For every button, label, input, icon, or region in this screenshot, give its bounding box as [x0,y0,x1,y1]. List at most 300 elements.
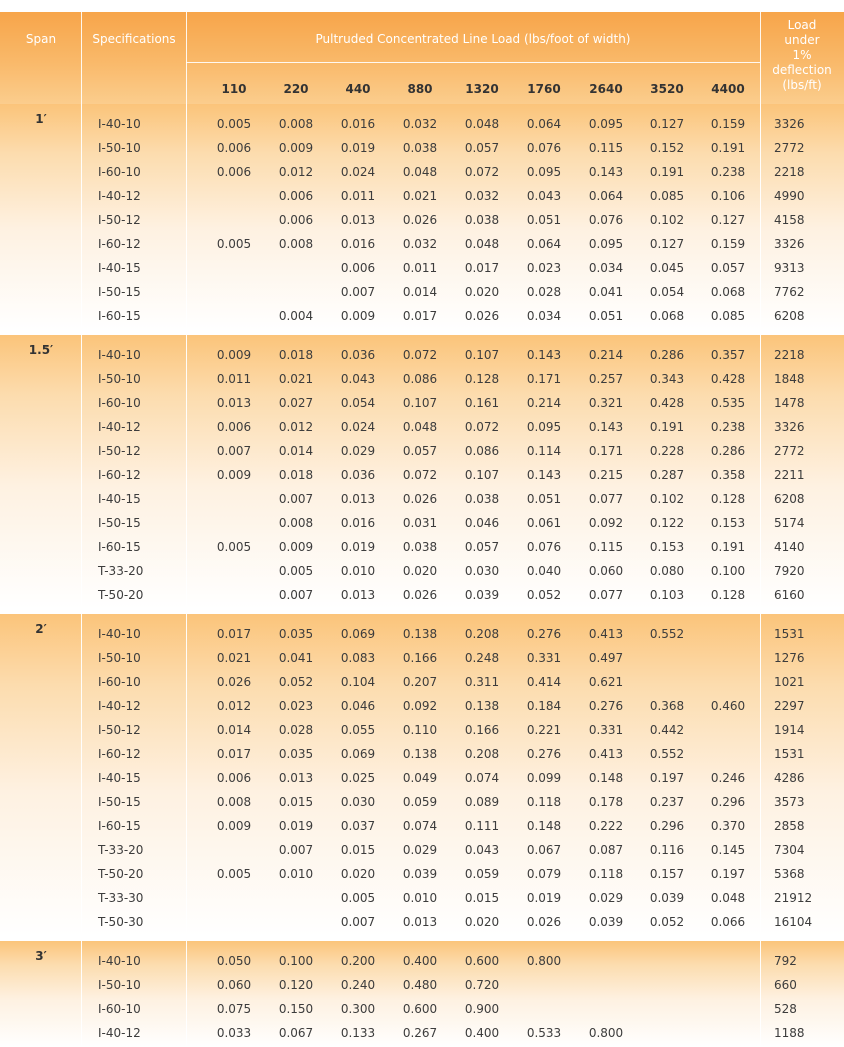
deflection-value-cell: 0.057 [464,141,500,155]
deflection-value-cell: 0.215 [588,468,624,482]
load-capacity-cell: 2772 [774,141,805,155]
deflection-value-cell: 0.035 [278,627,314,641]
deflection-value-cell: 0.085 [649,189,685,203]
deflection-value-cell: 0.228 [649,444,685,458]
deflection-value-cell [204,256,264,280]
deflection-value-cell: 0.286 [649,348,685,362]
deflection-value-cell: 0.052 [649,915,685,929]
deflection-value-cell [637,670,697,694]
load-capacity-cell: 16104 [774,915,813,929]
spec-cell: T-33-30 [98,891,144,905]
deflection-value-cell: 0.535 [710,396,746,410]
deflection-value-cell: 0.023 [526,261,562,275]
load-capacity-cell: 1478 [774,396,805,410]
table-row [0,463,844,487]
deflection-value-cell: 0.052 [278,675,314,689]
load-capacity-cell: 3326 [774,420,805,434]
deflection-value-cell: 0.006 [340,261,376,275]
span-group [0,614,844,936]
deflection-value-cell: 0.214 [526,396,562,410]
deflection-value-cell: 0.015 [340,843,376,857]
deflection-value-cell: 0.086 [464,444,500,458]
deflection-value-cell: 0.143 [588,165,624,179]
table-row [0,232,844,256]
deflection-value-cell: 0.072 [402,348,438,362]
deflection-value-cell: 0.087 [588,843,624,857]
deflection-value-cell: 0.331 [588,723,624,737]
deflection-value-cell: 0.800 [588,1026,624,1040]
deflection-value-cell: 0.153 [649,540,685,554]
load-column-header: 3520 [650,82,684,96]
deflection-value-cell [514,997,574,1021]
deflection-value-cell: 0.552 [649,747,685,761]
deflection-value-cell: 0.428 [649,396,685,410]
deflection-value-cell: 0.276 [526,627,562,641]
deflection-value-cell [204,511,264,535]
load-capacity-cell: 2211 [774,468,805,482]
span-label: 1′ [35,112,47,126]
deflection-value-cell: 0.166 [464,723,500,737]
deflection-value-cell [266,280,326,304]
deflection-value-cell: 0.200 [340,954,376,968]
deflection-value-cell: 0.191 [649,420,685,434]
load-capacity-cell: 792 [774,954,797,968]
deflection-value-cell: 0.099 [526,771,562,785]
table-row [0,535,844,559]
deflection-value-cell: 0.237 [649,795,685,809]
deflection-value-cell: 0.128 [710,492,746,506]
deflection-value-cell: 0.150 [278,1002,314,1016]
deflection-value-cell: 0.032 [402,237,438,251]
deflection-value-cell: 0.017 [216,747,252,761]
load-capacity-cell: 528 [774,1002,797,1016]
table-row [0,136,844,160]
deflection-value-cell: 0.079 [526,867,562,881]
deflection-value-cell: 0.191 [710,540,746,554]
deflection-value-cell [698,622,758,646]
spec-cell: I-40-12 [98,189,141,203]
deflection-value-cell: 0.064 [526,237,562,251]
deflection-value-cell [576,949,636,973]
deflection-value-cell: 0.025 [340,771,376,785]
deflection-value-cell: 0.533 [526,1026,562,1040]
deflection-value-cell: 0.048 [710,891,746,905]
deflection-value-cell: 0.100 [278,954,314,968]
deflection-value-cell [698,949,758,973]
deflection-value-cell: 0.076 [526,540,562,554]
load-capacity-cell: 5174 [774,516,805,530]
deflection-value-cell: 0.050 [216,954,252,968]
table-row [0,742,844,766]
spec-cell: T-33-20 [98,564,144,578]
deflection-value-cell: 0.072 [402,468,438,482]
table-row [0,160,844,184]
deflection-value-cell [637,949,697,973]
deflection-value-cell: 0.010 [278,867,314,881]
deflection-value-cell: 0.004 [278,309,314,323]
deflection-value-cell: 0.321 [588,396,624,410]
deflection-value-cell: 0.007 [278,588,314,602]
deflection-value-cell: 0.074 [464,771,500,785]
load-capacity-cell: 1531 [774,627,805,641]
specifications-header: Specifications [92,32,176,46]
deflection-value-cell: 0.028 [526,285,562,299]
deflection-value-cell: 0.207 [402,675,438,689]
deflection-value-cell [266,256,326,280]
deflection-value-cell: 0.127 [649,237,685,251]
deflection-value-cell: 0.148 [526,819,562,833]
deflection-value-cell: 0.621 [588,675,624,689]
deflection-value-cell: 0.033 [216,1026,252,1040]
deflection-value-cell: 0.143 [588,420,624,434]
deflection-value-cell: 0.102 [649,213,685,227]
deflection-value-cell: 0.029 [402,843,438,857]
deflection-value-cell: 0.720 [464,978,500,992]
deflection-value-cell: 0.072 [464,420,500,434]
spec-cell: I-40-12 [98,1026,141,1040]
deflection-value-cell [204,583,264,607]
deflection-value-cell: 0.039 [649,891,685,905]
deflection-value-cell: 0.028 [278,723,314,737]
deflection-header-line: 1% [792,48,812,62]
deflection-value-cell: 0.061 [526,516,562,530]
deflection-value-cell: 0.019 [526,891,562,905]
load-capacity-cell: 4286 [774,771,805,785]
span-group [0,104,844,330]
deflection-value-cell: 0.197 [649,771,685,785]
deflection-value-cell [698,670,758,694]
deflection-value-cell: 0.060 [216,978,252,992]
load-capacity-cell: 2218 [774,348,805,362]
spec-cell: I-50-10 [98,141,141,155]
deflection-value-cell: 0.051 [526,492,562,506]
deflection-value-cell: 0.018 [278,348,314,362]
spec-cell: I-40-10 [98,954,141,968]
deflection-value-cell: 0.208 [464,627,500,641]
column-divider [760,12,761,104]
deflection-value-cell: 0.287 [649,468,685,482]
deflection-value-cell: 0.133 [340,1026,376,1040]
deflection-value-cell [266,886,326,910]
deflection-value-cell: 0.009 [216,468,252,482]
deflection-value-cell: 0.191 [710,141,746,155]
deflection-value-cell: 0.013 [278,771,314,785]
deflection-value-cell [266,910,326,934]
deflection-value-cell [637,1021,697,1045]
deflection-value-cell: 0.118 [588,867,624,881]
span-group [0,941,844,1047]
deflection-value-cell: 0.048 [402,420,438,434]
deflection-value-cell [204,184,264,208]
deflection-value-cell: 0.006 [216,771,252,785]
load-capacity-cell: 4990 [774,189,805,203]
deflection-value-cell: 0.059 [464,867,500,881]
deflection-value-cell: 0.184 [526,699,562,713]
deflection-value-cell: 0.248 [464,651,500,665]
spec-cell: I-50-12 [98,213,141,227]
deflection-value-cell: 0.031 [402,516,438,530]
load-column-header: 440 [345,82,371,96]
spec-cell: I-50-12 [98,723,141,737]
deflection-value-cell: 0.057 [402,444,438,458]
deflection-value-cell: 0.051 [526,213,562,227]
spec-cell: I-40-15 [98,261,141,275]
load-capacity-cell: 4140 [774,540,805,554]
deflection-value-cell: 0.092 [588,516,624,530]
deflection-value-cell: 0.900 [464,1002,500,1016]
deflection-value-cell: 0.021 [402,189,438,203]
load-capacity-cell: 7304 [774,843,805,857]
load-capacity-cell: 2297 [774,699,805,713]
deflection-value-cell: 0.007 [216,444,252,458]
deflection-value-cell: 0.026 [402,492,438,506]
table-row [0,766,844,790]
table-row [0,256,844,280]
load-capacity-cell: 2218 [774,165,805,179]
load-capacity-cell: 2772 [774,444,805,458]
deflection-value-cell: 0.012 [278,420,314,434]
deflection-value-cell: 0.095 [526,165,562,179]
deflection-value-cell: 0.076 [526,141,562,155]
deflection-value-cell: 0.068 [649,309,685,323]
deflection-value-cell: 0.010 [340,564,376,578]
deflection-value-cell: 0.009 [216,348,252,362]
deflection-value-cell: 0.267 [402,1026,438,1040]
deflection-value-cell: 0.026 [402,588,438,602]
deflection-value-cell: 0.331 [526,651,562,665]
deflection-value-cell: 0.034 [588,261,624,275]
deflection-value-cell: 0.311 [464,675,500,689]
deflection-value-cell: 0.069 [340,627,376,641]
deflection-value-cell: 0.115 [588,540,624,554]
spec-cell: I-60-10 [98,396,141,410]
deflection-value-cell: 0.039 [588,915,624,929]
table-row [0,367,844,391]
table-row [0,622,844,646]
table-row [0,583,844,607]
deflection-value-cell: 0.800 [526,954,562,968]
load-capacity-cell: 9313 [774,261,805,275]
deflection-value-cell: 0.600 [464,954,500,968]
deflection-value-cell: 0.005 [216,540,252,554]
deflection-value-cell [637,646,697,670]
load-capacity-cell: 1531 [774,747,805,761]
deflection-value-cell: 0.208 [464,747,500,761]
deflection-value-cell: 0.072 [464,165,500,179]
spec-cell: I-50-12 [98,444,141,458]
deflection-value-cell: 0.238 [710,165,746,179]
deflection-value-cell: 0.128 [710,588,746,602]
spec-cell: I-60-12 [98,468,141,482]
deflection-value-cell: 0.300 [340,1002,376,1016]
load-capacity-cell: 660 [774,978,797,992]
deflection-value-cell: 0.011 [216,372,252,386]
deflection-value-cell: 0.085 [710,309,746,323]
deflection-value-cell: 0.038 [402,141,438,155]
load-capacity-cell: 3326 [774,237,805,251]
deflection-value-cell: 0.178 [588,795,624,809]
deflection-value-cell: 0.111 [464,819,500,833]
span-label: 3′ [35,949,47,963]
deflection-value-cell: 0.148 [588,771,624,785]
deflection-value-cell: 0.019 [278,819,314,833]
load-capacity-cell: 4158 [774,213,805,227]
deflection-value-cell: 0.027 [278,396,314,410]
deflection-value-cell: 0.159 [710,117,746,131]
deflection-value-cell: 0.017 [216,627,252,641]
deflection-value-cell: 0.400 [402,954,438,968]
deflection-value-cell: 0.171 [526,372,562,386]
table-row [0,487,844,511]
deflection-value-cell: 0.086 [402,372,438,386]
deflection-value-cell [576,973,636,997]
table-header [0,12,844,104]
deflection-value-cell: 0.107 [464,468,500,482]
span-label: 2′ [35,622,47,636]
deflection-value-cell: 0.040 [526,564,562,578]
deflection-value-cell: 0.005 [278,564,314,578]
deflection-value-cell: 0.048 [464,117,500,131]
deflection-value-cell: 0.095 [588,117,624,131]
deflection-value-cell: 0.026 [216,675,252,689]
deflection-value-cell: 0.075 [216,1002,252,1016]
deflection-value-cell: 0.012 [278,165,314,179]
deflection-value-cell: 0.016 [340,516,376,530]
deflection-value-cell: 0.116 [649,843,685,857]
deflection-value-cell: 0.127 [649,117,685,131]
deflection-value-cell: 0.026 [464,309,500,323]
deflection-value-cell: 0.015 [278,795,314,809]
table-row [0,280,844,304]
deflection-value-cell: 0.008 [278,237,314,251]
deflection-value-cell: 0.034 [526,309,562,323]
table-row [0,694,844,718]
deflection-value-cell: 0.030 [340,795,376,809]
column-divider [186,12,187,104]
deflection-value-cell: 0.460 [710,699,746,713]
deflection-value-cell: 0.052 [526,588,562,602]
deflection-value-cell: 0.049 [402,771,438,785]
deflection-value-cell: 0.138 [402,747,438,761]
spec-cell: I-40-10 [98,117,141,131]
deflection-value-cell: 0.077 [588,588,624,602]
deflection-value-cell: 0.343 [649,372,685,386]
load-column-header: 2640 [589,82,623,96]
load-capacity-cell: 1914 [774,723,805,737]
spec-cell: I-40-12 [98,699,141,713]
deflection-value-cell: 0.055 [340,723,376,737]
deflection-value-cell: 0.026 [526,915,562,929]
deflection-header-line: Load [787,18,817,32]
table-row [0,862,844,886]
load-capacity-cell: 1276 [774,651,805,665]
deflection-value-cell: 0.017 [464,261,500,275]
deflection-value-cell: 0.143 [526,348,562,362]
deflection-value-cell: 0.095 [526,420,562,434]
deflection-value-cell: 0.013 [340,213,376,227]
table-row [0,670,844,694]
deflection-value-cell: 0.296 [710,795,746,809]
table-row [0,1021,844,1045]
deflection-value-cell: 0.600 [402,1002,438,1016]
deflection-value-cell: 0.276 [588,699,624,713]
deflection-value-cell [204,487,264,511]
deflection-value-cell: 0.013 [340,588,376,602]
deflection-value-cell: 0.032 [402,117,438,131]
deflection-value-cell: 0.104 [340,675,376,689]
deflection-value-cell: 0.010 [402,891,438,905]
deflection-value-cell: 0.051 [588,309,624,323]
deflection-value-cell: 0.103 [649,588,685,602]
spec-cell: I-40-15 [98,492,141,506]
table-row [0,973,844,997]
deflection-value-cell [637,997,697,1021]
spec-cell: I-60-10 [98,675,141,689]
deflection-value-cell: 0.102 [649,492,685,506]
deflection-value-cell [576,997,636,1021]
deflection-value-cell: 0.038 [464,213,500,227]
table-row [0,814,844,838]
deflection-value-cell: 0.066 [710,915,746,929]
table-body [0,104,844,1047]
table-row [0,415,844,439]
deflection-value-cell [698,742,758,766]
load-capacity-cell: 1188 [774,1026,805,1040]
load-capacity-cell: 5368 [774,867,805,881]
deflection-value-cell: 0.400 [464,1026,500,1040]
spec-cell: T-33-20 [98,843,144,857]
deflection-value-cell: 0.038 [464,492,500,506]
deflection-header-line: (lbs/ft) [782,78,822,92]
deflection-value-cell: 0.030 [464,564,500,578]
deflection-value-cell: 0.138 [402,627,438,641]
deflection-value-cell: 0.077 [588,492,624,506]
deflection-value-cell: 0.076 [588,213,624,227]
table-row [0,391,844,415]
deflection-value-cell: 0.064 [588,189,624,203]
deflection-value-cell [204,886,264,910]
deflection-value-cell: 0.080 [649,564,685,578]
deflection-value-cell: 0.060 [588,564,624,578]
deflection-value-cell: 0.012 [216,699,252,713]
spec-cell: I-60-12 [98,747,141,761]
table-row [0,646,844,670]
load-capacity-cell: 3573 [774,795,805,809]
table-row [0,949,844,973]
table-row [0,718,844,742]
deflection-value-cell: 0.017 [402,309,438,323]
load-group-header: Pultruded Concentrated Line Load (lbs/foot of width) [315,32,631,46]
deflection-value-cell: 0.276 [526,747,562,761]
deflection-value-cell: 0.122 [649,516,685,530]
load-column-header: 1760 [527,82,561,96]
deflection-value-cell: 0.368 [649,699,685,713]
table-row [0,997,844,1021]
deflection-value-cell: 0.019 [340,540,376,554]
table-row [0,184,844,208]
deflection-value-cell: 0.006 [278,189,314,203]
deflection-value-cell [698,1021,758,1045]
deflection-value-cell: 0.013 [216,396,252,410]
deflection-value-cell: 0.036 [340,348,376,362]
deflection-value-cell: 0.153 [710,516,746,530]
spec-cell: I-60-15 [98,540,141,554]
deflection-value-cell: 0.009 [340,309,376,323]
deflection-value-cell [204,208,264,232]
load-capacity-cell: 6160 [774,588,805,602]
deflection-value-cell: 0.024 [340,165,376,179]
spec-cell: I-50-10 [98,978,141,992]
